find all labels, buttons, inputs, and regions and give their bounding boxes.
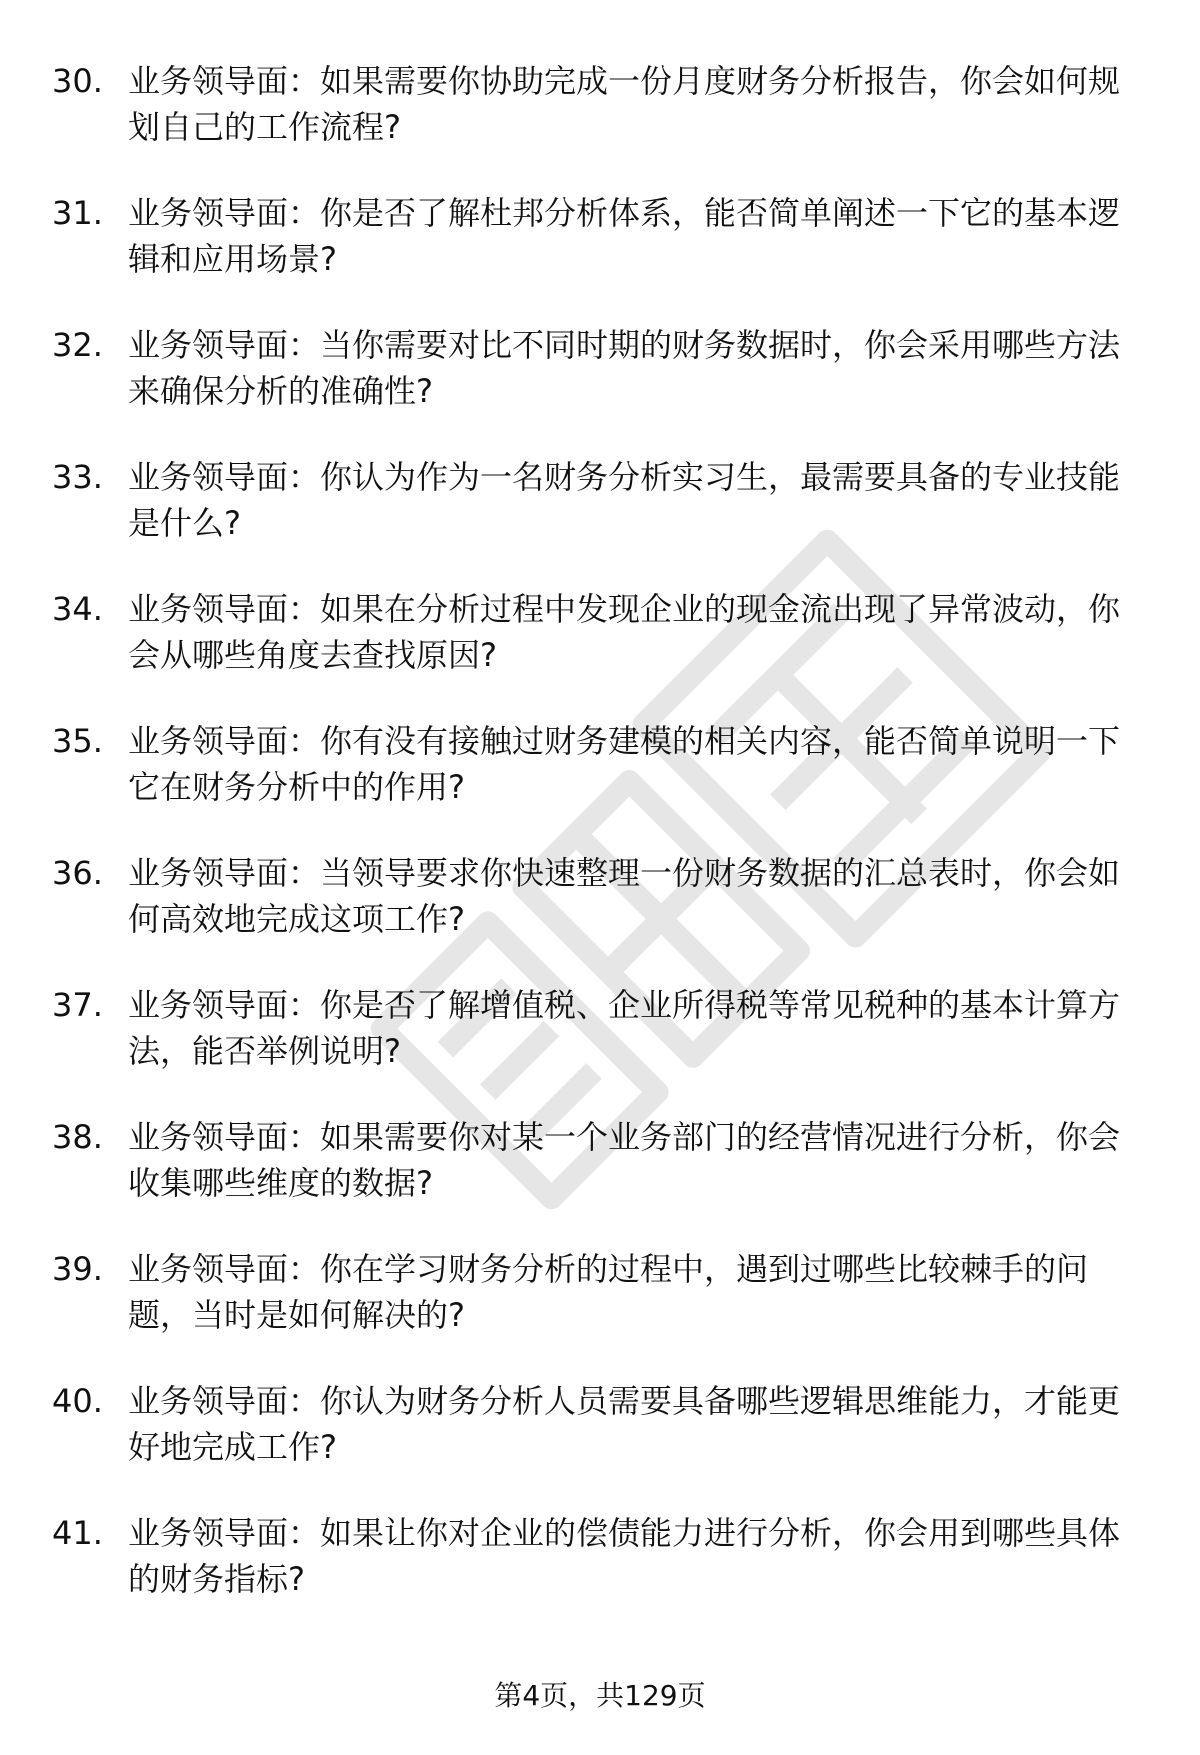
question-text: 业务领导面：如果在分析过程中发现企业的现金流出现了异常波动，你会从哪些角度去查找原因?: [128, 590, 1121, 674]
question-list: [0, 58, 1200, 1642]
question-text: 业务领导面：当你需要对比不同时期的财务数据时，你会采用哪些方法来确保分析的准确性?: [128, 326, 1121, 410]
question-number: 41.: [52, 1514, 103, 1552]
list-item: [0, 586, 1200, 718]
question-number: 33.: [52, 458, 103, 496]
question-number: 36.: [52, 854, 103, 892]
question-text: 业务领导面：如果让你对企业的偿债能力进行分析，你会用到哪些具体的财务指标?: [128, 1514, 1121, 1598]
question-number: 32.: [52, 326, 103, 364]
question-text: 业务领导面：如果需要你对某一个业务部门的经营情况进行分析，你会收集哪些维度的数据?: [128, 1118, 1121, 1202]
list-item: [0, 718, 1200, 850]
question-text: 业务领导面：你认为财务分析人员需要具备哪些逻辑思维能力，才能更好地完成工作?: [128, 1382, 1121, 1466]
question-number: 39.: [52, 1250, 103, 1288]
question-number: 38.: [52, 1118, 103, 1156]
question-text: 业务领导面：当领导要求你快速整理一份财务数据的汇总表时，你会如何高效地完成这项工作?: [128, 854, 1121, 938]
question-text: 业务领导面：你是否了解杜邦分析体系，能否简单阐述一下它的基本逻辑和应用场景?: [128, 194, 1121, 278]
list-item: [0, 850, 1200, 982]
question-number: 35.: [52, 722, 103, 760]
list-item: [0, 1510, 1200, 1642]
list-item: [0, 1246, 1200, 1378]
list-item: [0, 190, 1200, 322]
question-number: 37.: [52, 986, 103, 1024]
list-item: [0, 322, 1200, 454]
question-text: 业务领导面：你认为作为一名财务分析实习生，最需要具备的专业技能是什么?: [128, 458, 1121, 542]
question-number: 40.: [52, 1382, 103, 1420]
page-footer: 第4页，共129页: [494, 1679, 706, 1712]
question-text: 业务领导面：你有没有接触过财务建模的相关内容，能否简单说明一下它在财务分析中的作用?: [128, 722, 1121, 806]
list-item: [0, 1378, 1200, 1510]
list-item: [0, 454, 1200, 586]
question-text: 业务领导面：你在学习财务分析的过程中，遇到过哪些比较棘手的问题，当时是如何解决的?: [128, 1250, 1089, 1334]
list-item: [0, 982, 1200, 1114]
list-item: [0, 1114, 1200, 1246]
question-number: 34.: [52, 590, 103, 628]
question-number: 31.: [52, 194, 103, 232]
question-number: 30.: [52, 62, 103, 100]
list-item: [0, 58, 1200, 190]
question-text: 业务领导面：如果需要你协助完成一份月度财务分析报告，你会如何规划自己的工作流程?: [128, 62, 1121, 146]
question-text: 业务领导面：你是否了解增值税、企业所得税等常见税种的基本计算方法，能否举例说明?: [128, 986, 1121, 1070]
